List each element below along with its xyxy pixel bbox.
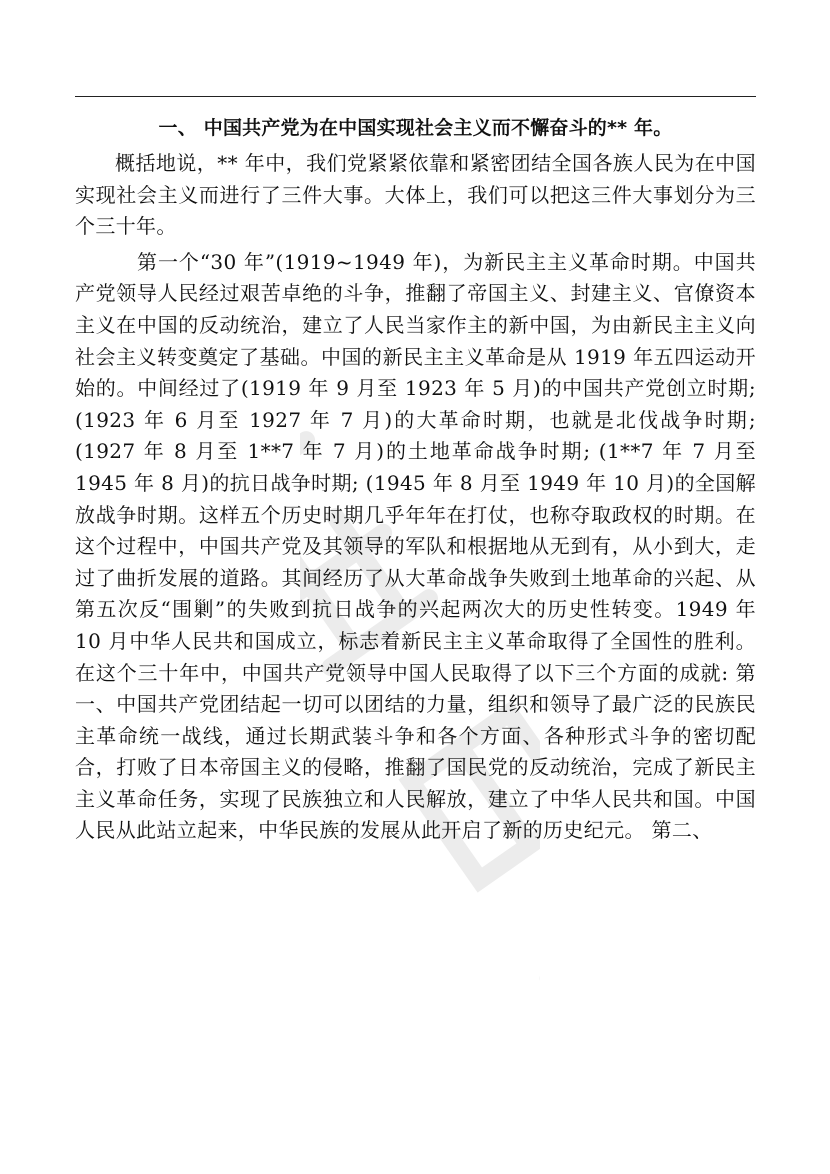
header-rule bbox=[75, 96, 756, 97]
paragraph: 概括地说，** 年中，我们党紧紧依靠和紧密团结全国各族人民为在中国实现社会主义而进行了三件大事。大体上，我们可以把这三件大事划分为三个三十年。 bbox=[75, 151, 756, 239]
section-heading: 一、 中国共产党为在中国实现社会主义而不懈奋斗的** 年。 bbox=[158, 117, 673, 139]
paragraph: 第一个“30 年”(1919~1949 年)，为新民主主义革命时期。中国共产党领导人民经过艰苦卓绝的斗争，推翻了帝国主义、封建主义、官僚资本主义在中国的反动统治，建立了人民当家作主的新中国，为由新民主主义向社会主义转变奠定了基础。中国的新民主主义革命是从 1919 年五四运动开始的。中间经过了(1919 年 9 月至 1923 年 5 月)的中国共产党创立时期; (1923 年 6 月至 1927 年 7 月)的大革命时期，也就是北伐战争时期; (1927 年 8 月至 1**7 年 7 月)的土地革命战争时期; (1**7 年 7 月至 1945 年 8 月)的抗日战争时期; (1945 年 8 月至 1949 年 10 月)的全国解放战争时期。这样五个历史时期几乎年年在打仗，也称夺取政权的时期。在这个过程中，中国共产党及其领导的军队和根据地从无到有，从小到大，走过了曲折发展的道路。其间经历了从大革命战争失败到土地革命的兴起、从第五次反“围剿”的失败到抗日战争的兴起两次大的历史性转变。1949 年 10 月中华人民共和国成立，标志着新民主主义革命取得了全国性的胜利。在这个三十年中，中国共产党领导中国人民取得了以下三个方面的成就: 第一、中国共产党团结起一切可以团结的力量，组织和领导了最广泛的民族民主革命统一战线，通过长期武装斗争和各个方面、各种形式斗争的密切配合，打败了日本帝国主义的侵略，推翻了国民党的反动统治，完成了新民主主义革命任务，实现了民族独立和人民解放，建立了中华人民共和国。中国人民从此站立起来，中华民族的发展从此开启了新的历史纪元。 第二、 bbox=[75, 249, 756, 843]
document-body bbox=[75, 112, 756, 847]
